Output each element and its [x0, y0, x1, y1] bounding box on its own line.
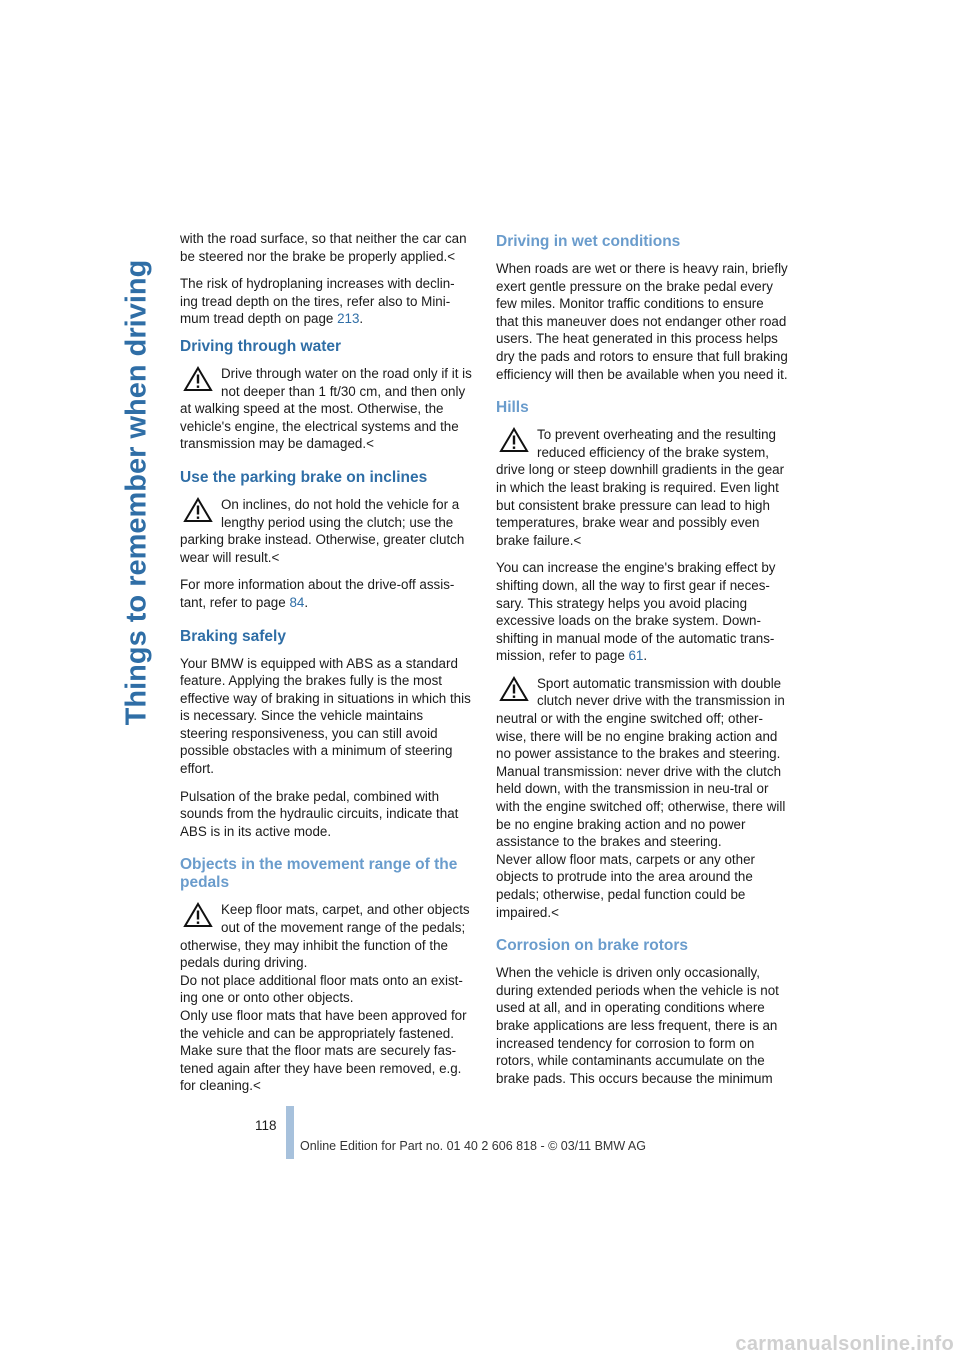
heading-driving-through-water: Driving through water [180, 337, 342, 355]
warning-block-parking [180, 496, 472, 566]
warning-block-sport-automatic [496, 675, 788, 921]
left-column [180, 230, 472, 1105]
heading-wet-conditions: Driving in wet conditions [496, 233, 681, 250]
right-column [496, 230, 788, 1097]
warning-block-water [180, 365, 472, 453]
warning-text-objects-3: Only use floor mats that have been approved for the vehicle and can be appropriately fastened. [180, 1008, 467, 1041]
warning-text-objects-1: Keep floor mats, carpet, and other objects out of the movement range of the pedals; otherwise, they may inhibit the function of the pedals during driving. [180, 902, 470, 971]
warning-text-sport-3: Never allow floor mats, carpets or any other objects to protrude into the area around the pedals; otherwise, pedal function could be impaired.< [496, 851, 755, 920]
paragraph-engine-braking: You can increase the engine's braking effect by shifting down, all the way to first gear if neces-sary. This strategy helps you avoid placing excessive loads on the brake system. Down-shifting in manual mode of the automatic trans-mission, refer to page 61. [496, 560, 776, 664]
page-number: 118 [255, 1118, 277, 1133]
paragraph-hydroplaning: The risk of hydroplaning increases with declin-ing tread depth on the tires, refer also to Mini-mum tread depth on page 213. [180, 276, 455, 327]
footer-accent-bar [286, 1106, 294, 1159]
warning-triangle-icon [499, 427, 529, 453]
paragraph-wet-conditions: When roads are wet or there is heavy rain, briefly exert gentle pressure on the brake pedal every few miles. Monitor traffic conditions to ensure that this maneuver does not endanger other road users. The heat generated in this process helps dry the pads and rotors to ensure that full braking efficiency will then be available when you need it. [496, 261, 788, 382]
warning-text-sport-2: Manual transmission: never drive with the clutch held down, with the transmission in neu-tral or with the engine switched off; otherwise, there will be no engine braking action and no power assistance to the brakes and steering. [496, 763, 786, 850]
warning-triangle-icon [499, 676, 529, 702]
warning-block-hills [496, 426, 788, 549]
warning-text-objects-2: Do not place additional floor mats onto an exist-ing one or onto other objects. [180, 972, 463, 1006]
heading-braking-safely: Braking safely [180, 627, 286, 645]
paragraph-corrosion: When the vehicle is driven only occasionally, during extended periods when the vehicle is not used at all, and in operating conditions where brake applications are less frequent, there is an increased tendency for corrosion to form on rotors, while contaminants accumulate on the brake pads. This occurs because the minimum [496, 965, 779, 1086]
footer-edition-text: Online Edition for Part no. 01 40 2 606 818 - © 03/11 BMW AG [300, 1139, 646, 1153]
warning-block-objects [180, 901, 472, 1095]
paragraph-drive-off-assistant: For more information about the drive-off assis-tant, refer to page 84. [180, 577, 455, 610]
warning-text-water: Drive through water on the road only if it is not deeper than 1 ft/30 cm, and then only at walking speed at the most. Otherwise, the vehicle's engine, the electrical systems and the transmission may be damaged.< [180, 365, 472, 452]
page-link-61[interactable]: 61 [628, 648, 644, 664]
heading-hills: Hills [496, 399, 529, 417]
warning-text-hills: To prevent overheating and the resulting reduced efficiency of the brake system, drive long or steep downhill gradients in the gear in which the least braking is required. Even light but consistent brake pressure can lead to high temperatures, brake wear and possibly even brake failure.< [496, 427, 785, 548]
heading-corrosion-brake-rotors: Corrosion on brake rotors [496, 937, 689, 955]
heading-parking-brake-inclines: Use the parking brake on inclines [180, 468, 428, 486]
watermark-text: carmanualsonline.info [735, 1333, 954, 1355]
warning-triangle-icon [183, 902, 213, 928]
page-link-84[interactable]: 84 [289, 594, 305, 610]
warning-text-parking: On inclines, do not hold the vehicle for a lengthy period using the clutch; use the parking brake instead. Otherwise, greater clutch wear will result.< [180, 496, 465, 565]
warning-text-sport-1: Sport automatic transmission with double clutch never drive with the transmission in neutral or with the engine switched off; other-wise, there will be no engine braking action and no power assistance to the brakes and steering. [496, 675, 785, 762]
paragraph-pulsation: Pulsation of the brake pedal, combined with sounds from the hydraulic circuits, indicate that ABS is in its active mode. [180, 788, 459, 839]
page-link-213[interactable]: 213 [337, 311, 360, 327]
heading-objects-pedals: Objects in the movement range of the pedals [180, 856, 458, 892]
warning-triangle-icon [183, 366, 213, 392]
paragraph-road-surface: with the road surface, so that neither the car can be steered nor the brake be properly applied.< [180, 231, 467, 264]
warning-triangle-icon [183, 497, 213, 523]
section-side-title [105, 232, 169, 752]
warning-text-objects-4: Make sure that the floor mats are securely fas-tened again after they have been removed, e.g. for cleaning.< [180, 1043, 462, 1094]
paragraph-abs: Your BMW is equipped with ABS as a standard feature. Applying the brakes fully is the most effective way of braking in situations in which this is necessary. Since the vehicle maintains steering responsiveness, you can still avoid possible obstacles with a minimum of steering effort. [180, 655, 471, 777]
side-title-text: Things to remember when driving [120, 259, 153, 725]
